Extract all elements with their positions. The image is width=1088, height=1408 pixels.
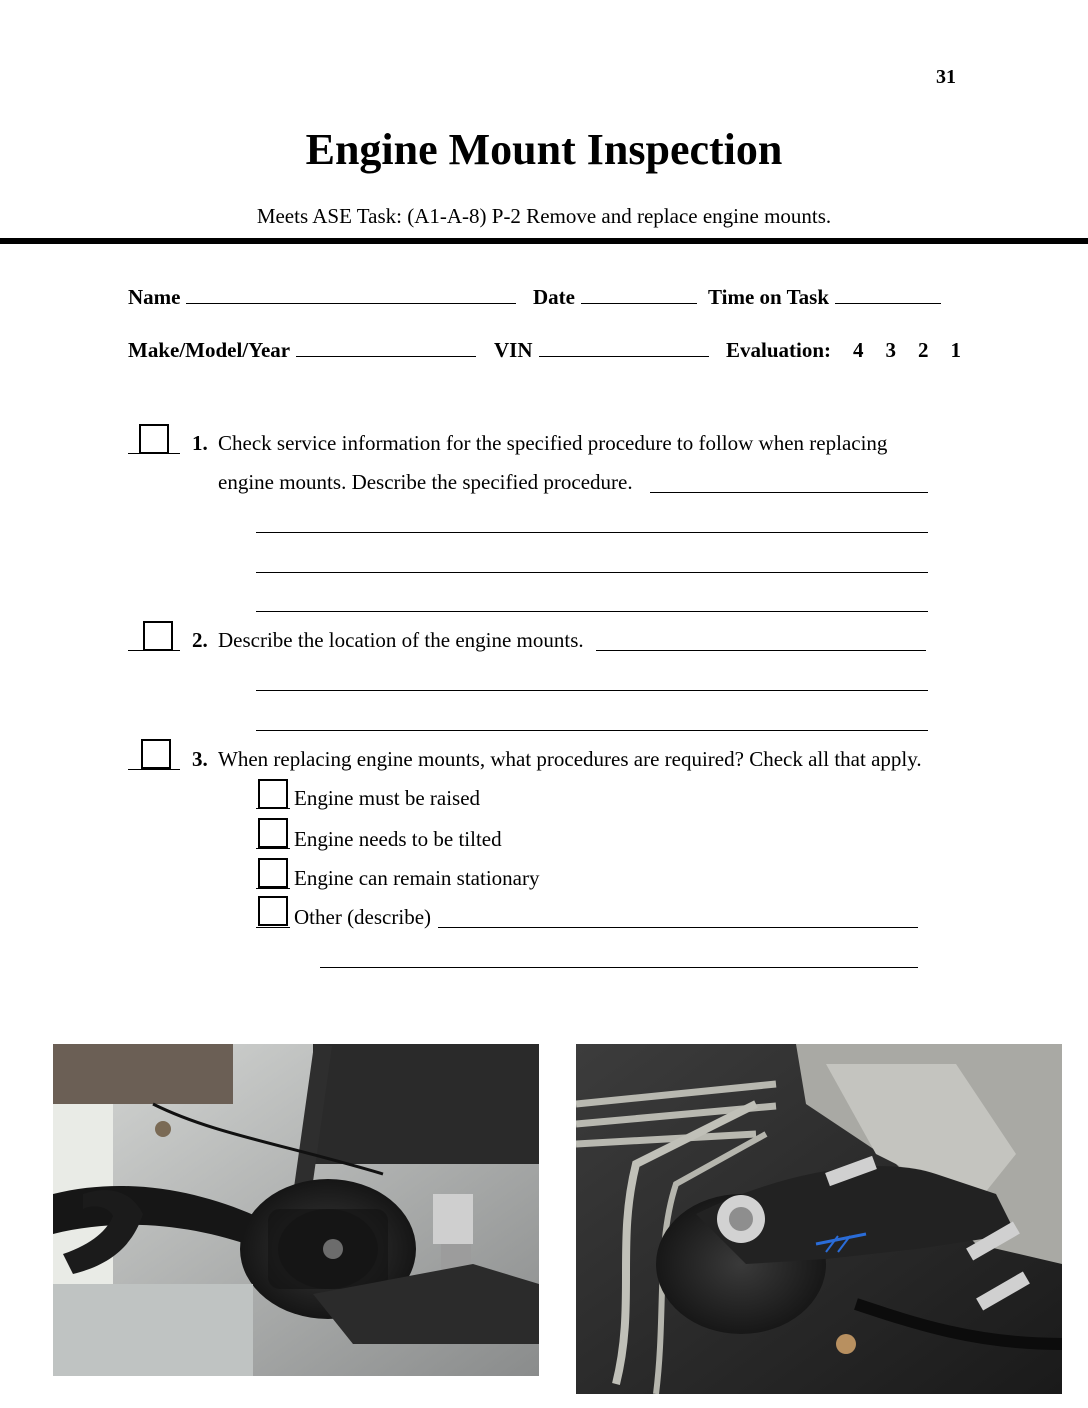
q2-answer-line[interactable] xyxy=(596,650,926,651)
q3-number: 3. xyxy=(192,747,208,771)
option-engine-raised-label: Engine must be raised xyxy=(294,786,481,810)
date-field xyxy=(533,285,697,310)
q1-text-line-1: Check service information for the specified procedure to follow when replacing xyxy=(218,431,888,455)
q1-answer-line[interactable] xyxy=(650,492,928,493)
make-model-year-input-line[interactable] xyxy=(296,338,476,357)
header-divider xyxy=(0,238,1088,244)
name-label: Name xyxy=(128,285,181,309)
q3-text: When replacing engine mounts, what procedures are required? Check all that apply. xyxy=(218,747,922,771)
option-engine-tilted-label: Engine needs to be tilted xyxy=(294,827,502,851)
date-input-line[interactable] xyxy=(581,285,697,304)
q2-text: Describe the location of the engine mounts. xyxy=(218,628,584,652)
q1-text-line-2: engine mounts. Describe the specified procedure. xyxy=(218,470,633,494)
engine-mount-photo-left xyxy=(53,1044,539,1376)
q1-number: 1. xyxy=(192,431,208,455)
evaluation-score-4[interactable]: 4 xyxy=(853,338,864,362)
q1-answer-line[interactable] xyxy=(256,611,928,612)
option-engine-stationary-checkbox[interactable] xyxy=(258,858,288,888)
engine-mount-photo-right xyxy=(576,1044,1062,1394)
vin-input-line[interactable] xyxy=(539,338,709,357)
option-engine-tilted-checkbox[interactable] xyxy=(258,818,288,848)
option-check-underline xyxy=(256,888,290,889)
evaluation-field xyxy=(726,338,961,363)
q2-answer-line[interactable] xyxy=(256,730,928,731)
name-field xyxy=(128,285,516,310)
vin-field xyxy=(494,338,709,363)
other-answer-line[interactable] xyxy=(438,927,918,928)
q3-checkbox[interactable] xyxy=(141,739,171,769)
option-engine-raised-checkbox[interactable] xyxy=(258,779,288,809)
q3-check-underline xyxy=(128,769,180,770)
time-on-task-label: Time on Task xyxy=(708,285,830,309)
option-other-checkbox[interactable] xyxy=(258,896,288,926)
date-label: Date xyxy=(533,285,575,309)
evaluation-label: Evaluation: xyxy=(726,338,832,362)
page-number: 31 xyxy=(936,66,956,88)
q2-answer-line[interactable] xyxy=(256,690,928,691)
q1-answer-line[interactable] xyxy=(256,572,928,573)
vin-label: VIN xyxy=(494,338,533,362)
option-check-underline xyxy=(256,848,290,849)
time-on-task-field xyxy=(708,285,941,310)
q2-checkbox[interactable] xyxy=(143,621,173,651)
evaluation-score-2[interactable]: 2 xyxy=(918,338,929,362)
q1-answer-line[interactable] xyxy=(256,532,928,533)
time-on-task-input-line[interactable] xyxy=(835,285,941,304)
evaluation-score-1[interactable]: 1 xyxy=(950,338,962,362)
option-engine-stationary-label: Engine can remain stationary xyxy=(294,866,540,890)
make-model-year-label: Make/Model/Year xyxy=(128,338,291,362)
page-title: Engine Mount Inspection xyxy=(305,125,783,174)
q1-checkbox[interactable] xyxy=(139,424,169,454)
name-input-line[interactable] xyxy=(186,285,516,304)
option-check-underline xyxy=(256,927,290,928)
other-answer-line[interactable] xyxy=(320,967,918,968)
evaluation-score-3[interactable]: 3 xyxy=(885,338,897,362)
option-other-label: Other (describe) xyxy=(294,905,432,929)
make-model-year-field xyxy=(128,338,476,363)
ase-task-subtitle: Meets ASE Task: (A1-A-8) P-2 Remove and replace engine mounts. xyxy=(256,204,832,228)
q2-number: 2. xyxy=(192,628,208,652)
